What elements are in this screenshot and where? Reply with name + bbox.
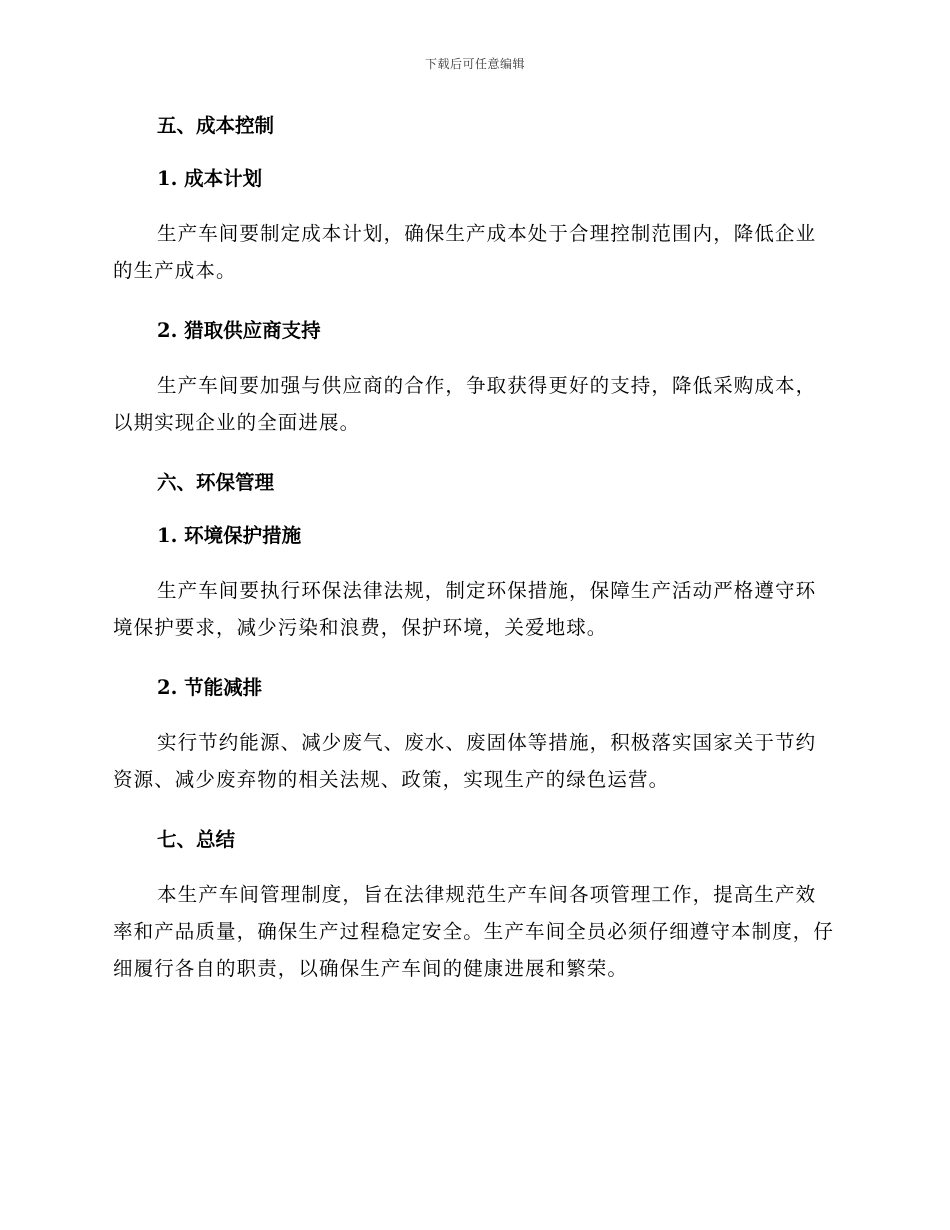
subheading-environmental-measures: 1. 环境保护措施: [157, 524, 302, 547]
subheading-cost-plan: 1. 成本计划: [157, 167, 263, 190]
document-body: [113, 111, 835, 987]
paragraph-summary: 本生产车间管理制度，旨在法律规范生产车间各项管理工作，提高生产效率和产品质量，确保生产过程稳定安全。生产车间全员必须仔细遵守本制度，仔细履行各自的职责，以确保生产车间的健康进展和繁荣。: [113, 883, 835, 980]
section-heading-cost-control: 五、成本控制: [157, 114, 275, 137]
page-header-note: 下载后可任意编辑: [424, 57, 525, 71]
paragraph-environmental-measures: 生产车间要执行环保法律法规，制定环保措施，保障生产活动严格遵守环境保护要求，减少污染和浪费，保护环境，关爱地球。: [113, 579, 817, 639]
paragraph-supplier-support: 生产车间要加强与供应商的合作，争取获得更好的支持，降低采购成本，以期实现企业的全面进展。: [113, 374, 817, 434]
subheading-supplier-support: 2. 猎取供应商支持: [157, 319, 321, 342]
subheading-energy-saving: 2. 节能减排: [157, 676, 263, 699]
section-heading-environmental-management: 六、环保管理: [157, 471, 275, 494]
paragraph-energy-saving: 实行节约能源、减少废气、废水、废固体等措施，积极落实国家关于节约资源、减少废弃物的相关法规、政策，实现生产的绿色运营。: [113, 731, 817, 791]
section-heading-summary: 七、总结: [157, 828, 236, 851]
paragraph-cost-plan: 生产车间要制定成本计划，确保生产成本处于合理控制范围内，降低企业的生产成本。: [113, 222, 817, 282]
